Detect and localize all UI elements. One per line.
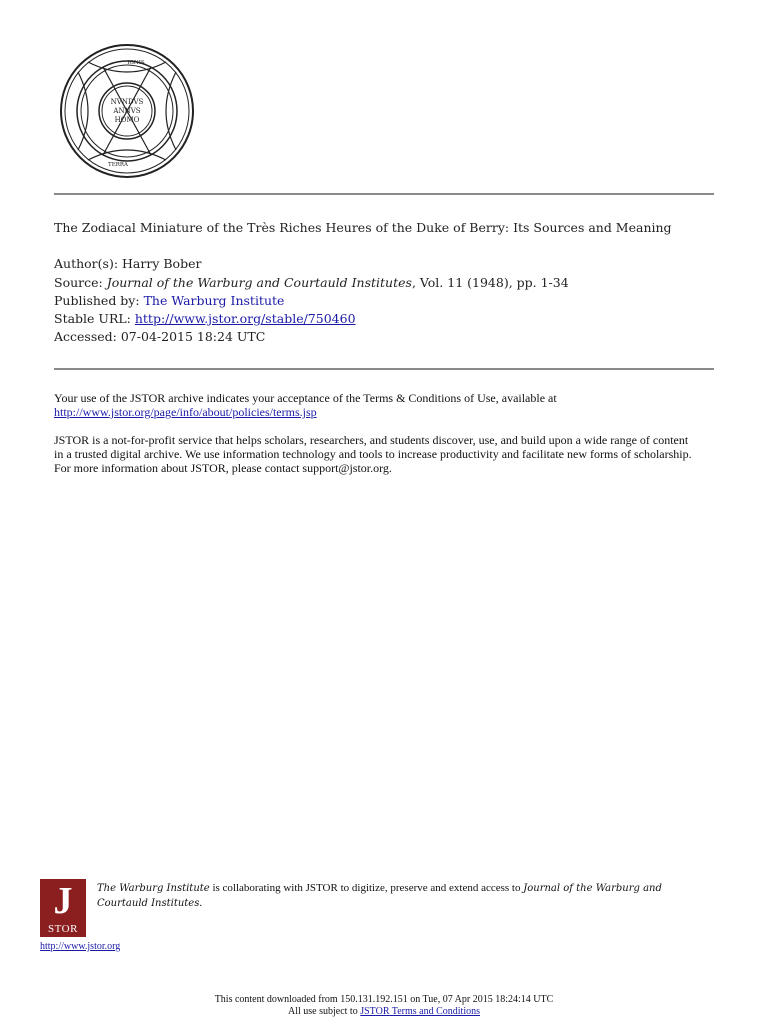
accessed-label: Accessed: <box>54 329 117 344</box>
jstor-logo-j: J <box>53 880 73 922</box>
jstor-desc-line-3: For more information about JSTOR, please contact support@jstor.org. <box>54 461 392 475</box>
author-name: Harry Bober <box>122 256 202 271</box>
zodiac-emblem-drawing <box>58 42 196 180</box>
stable-url-link[interactable]: http://www.jstor.org/stable/750460 <box>134 311 356 326</box>
journal-name: Journal of the Warburg and Courtauld Institutes <box>106 275 412 290</box>
author-line <box>54 256 201 271</box>
collab-text: is collaborating with JSTOR to digitize, preserve and extend access to <box>209 882 524 894</box>
jstor-logo <box>40 879 86 937</box>
collab-end: . <box>199 897 203 909</box>
source-line <box>54 275 569 290</box>
terms-link[interactable]: http://www.jstor.org/page/info/about/policies/terms.jsp <box>54 405 317 419</box>
collab-journal-line-2: Courtauld Institutes <box>97 898 200 909</box>
publisher-line <box>54 293 284 308</box>
emblem-word-2: ANNVS <box>113 107 141 115</box>
source-label: Source: <box>54 275 103 290</box>
publisher-link[interactable]: The Warburg Institute <box>143 293 285 308</box>
source-details: , Vol. 11 (1948), pp. 1-34 <box>411 275 569 290</box>
publisher-label: Published by: <box>54 293 140 308</box>
jstor-description <box>54 433 714 475</box>
collaboration-notice <box>97 881 717 911</box>
usage-notice <box>0 1006 768 1017</box>
terms-notice <box>54 391 714 419</box>
jstor-desc-line-1: JSTOR is a not-for-profit service that helps scholars, researchers, and students discover, use, and build upon a wide range of content <box>54 433 689 447</box>
jstor-logo-text: STOR <box>48 923 78 935</box>
emblem-word-3: HOMO <box>114 116 140 124</box>
zodiac-emblem <box>58 42 196 180</box>
emblem-outer-top: IGNIS <box>127 60 145 66</box>
terms-text: Your use of the JSTOR archive indicates your acceptance of the Terms & Conditions of Use, available at <box>54 391 557 405</box>
stable-url-label: Stable URL: <box>54 311 131 326</box>
usage-prefix: All use subject to <box>288 1006 361 1017</box>
emblem-word-1: NVNDVS <box>110 98 144 106</box>
stable-url-line <box>54 311 356 326</box>
top-divider <box>54 193 714 195</box>
terms-conditions-link[interactable]: JSTOR Terms and Conditions <box>360 1006 480 1017</box>
article-title: The Zodiacal Miniature of the Très Riches Heures of the Duke of Berry: Its Sources and Meaning <box>54 220 672 235</box>
accessed-date: 07-04-2015 18:24 UTC <box>120 329 266 344</box>
collab-org: The Warburg Institute <box>97 883 210 894</box>
emblem-outer-bottom: TERRA <box>108 162 128 168</box>
collab-journal-line-1: Journal of the Warburg and <box>523 883 662 894</box>
middle-divider <box>54 368 714 370</box>
accessed-line <box>54 329 265 344</box>
author-label: Author(s): <box>54 256 119 271</box>
jstor-home-link[interactable]: http://www.jstor.org <box>40 941 121 952</box>
jstor-desc-line-2: in a trusted digital archive. We use information technology and tools to increase productivity and facilitate new forms of scholarship. <box>54 447 692 461</box>
download-notice: This content downloaded from 150.131.192.151 on Tue, 07 Apr 2015 18:24:14 UTC <box>214 994 554 1005</box>
